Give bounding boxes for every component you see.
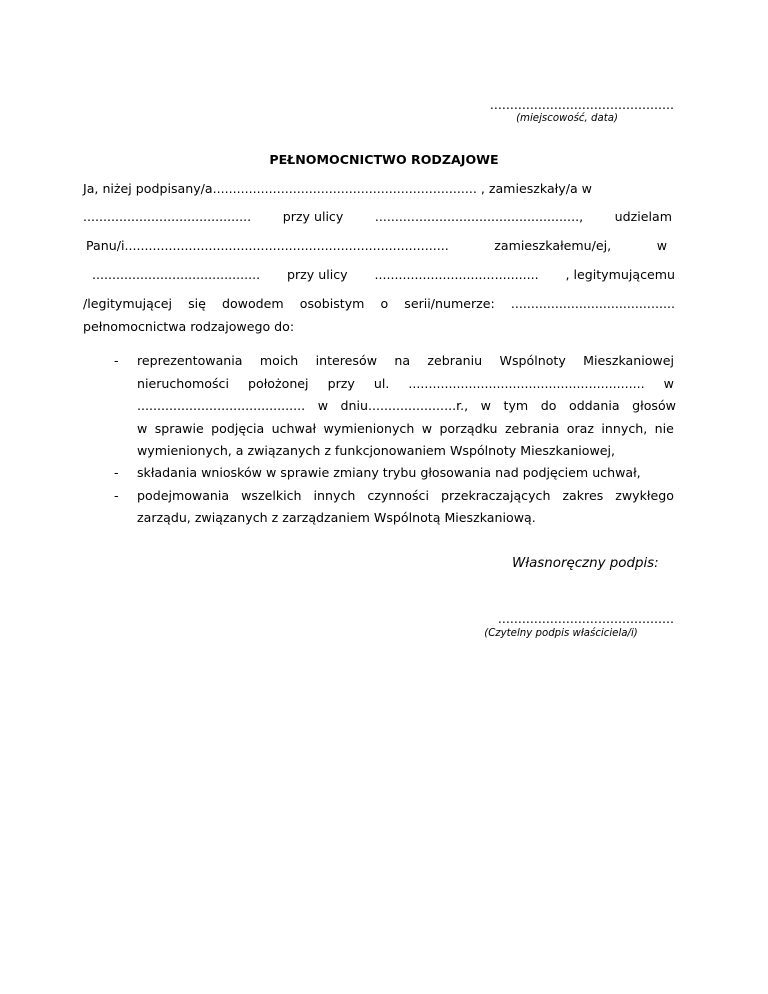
signature-field: ............................................ <box>497 611 674 626</box>
intro-line-3-c: w <box>656 238 667 253</box>
list-item-1-line-3-word: .......................................... <box>137 398 306 413</box>
list-item-1-line-3-word: oddania <box>568 398 620 413</box>
intro-line-5-f: serii/numerze: <box>404 296 495 311</box>
list-item-1-line-1 <box>137 353 674 369</box>
list-item-1-line-4-word: zebrania <box>504 421 560 436</box>
intro-line-2-a: .......................................... <box>83 209 252 224</box>
place-date-caption: (miejscowość, data) <box>516 113 618 124</box>
intro-line-4-a: .......................................... <box>92 267 261 282</box>
list-item-1-line-3-word: w <box>480 398 491 413</box>
intro-line-5-e: o <box>380 296 389 311</box>
list-item-1-line-3-word: głosów <box>632 398 676 413</box>
list-item-1-line-1-word: zebraniu <box>427 353 483 368</box>
list-item-3-line-1-word: czynności <box>367 488 429 503</box>
intro-line-3 <box>86 238 667 254</box>
list-item-2: składania wniosków w sprawie zmiany trybu głosowania nad podjęciem uchwał, <box>137 465 641 480</box>
list-item-1-line-4-word: nie <box>654 421 674 436</box>
list-item-1-line-1-word: na <box>394 353 411 368</box>
list-item-1-line-4-word: w <box>137 421 148 436</box>
list-item-1-line-2-word: ul. <box>373 376 390 391</box>
intro-line-1: Ja, niżej podpisany/a.................................................................. , zamieszkały/a w <box>83 181 592 196</box>
intro-line-5-b: się <box>188 296 206 311</box>
list-item-1-line-3 <box>137 398 676 414</box>
list-item-1-line-4-word: uchwał <box>271 421 317 436</box>
list-item-1-line-4-word: w <box>421 421 433 436</box>
list-item-1-line-3-word: do <box>540 398 557 413</box>
list-item-1-line-1-word: Wspólnoty <box>499 353 566 368</box>
list-item-1-line-4-word: sprawie <box>154 421 204 436</box>
list-bullet-1: - <box>114 353 119 368</box>
list-item-1-line-2-word: nieruchomości <box>137 376 229 391</box>
intro-line-3-b: zamieszkałemu/ej, <box>494 238 612 253</box>
signature-caption: (Czytelny podpis właściciela/i) <box>484 628 638 639</box>
list-item-3-line-1-word: wszelkich <box>241 488 302 503</box>
list-item-1-line-3-word: w <box>317 398 328 413</box>
list-item-3-line-1-word: innych <box>313 488 356 503</box>
intro-line-2 <box>83 209 672 225</box>
list-item-3-line-2: zarządu, związanych z zarządzaniem Wspólnotą Mieszkaniową. <box>137 510 536 525</box>
intro-line-2-d: udzielam <box>614 209 672 224</box>
list-item-3-line-1-word: podejmowania <box>137 488 230 503</box>
list-item-1-line-4-word: innych, <box>601 421 648 436</box>
list-item-3-line-1 <box>137 488 674 504</box>
intro-line-2-c: ..................................................., <box>374 209 584 224</box>
place-date-field: .............................................. <box>489 97 674 112</box>
signature-label: Własnoręczny podpis: <box>512 556 659 571</box>
list-item-3-line-1-word: zakres <box>562 488 604 503</box>
list-item-1-line-4-word: oraz <box>566 421 595 436</box>
intro-line-2-b: przy ulicy <box>282 209 344 224</box>
list-item-1-line-4-word: porządku <box>439 421 498 436</box>
list-item-1-line-2-word: przy <box>327 376 355 391</box>
list-item-1-line-1-word: Mieszkaniowej <box>583 353 674 368</box>
list-item-1-line-3-word: tym <box>503 398 529 413</box>
intro-line-5-a: /legitymującej <box>83 296 173 311</box>
list-item-3-line-1-word: przekraczających <box>440 488 551 503</box>
intro-line-4-c: ......................................... <box>374 267 539 282</box>
list-item-1-line-2-word: położonej <box>248 376 309 391</box>
intro-line-4-d: , legitymującemu <box>565 267 675 282</box>
list-item-1-line-2 <box>137 376 674 392</box>
list-item-3-line-1-word: zwykłego <box>615 488 674 503</box>
document-title: PEŁNOMOCNICTWO RODZAJOWE <box>269 152 499 167</box>
list-item-1-line-1-word: moich <box>259 353 299 368</box>
intro-line-6: pełnomocnictwa rodzajowego do: <box>83 319 295 334</box>
list-item-1-line-4 <box>137 421 674 437</box>
intro-line-5 <box>83 296 675 312</box>
list-item-1-line-4-word: wymienionych <box>323 421 415 436</box>
list-item-1-line-2-word: w <box>663 376 674 391</box>
list-item-1-line-5: wymienionych, a związanych z funkcjonowaniem Wspólnoty Mieszkaniowej, <box>137 443 616 458</box>
intro-line-4 <box>92 267 675 283</box>
intro-line-4-b: przy ulicy <box>287 267 348 282</box>
intro-line-5-g: ......................................... <box>510 296 675 311</box>
list-item-1-line-3-word: dniu......................r., <box>340 398 469 413</box>
intro-line-5-c: dowodem <box>221 296 284 311</box>
intro-line-3-a: Panu/i................................................................................. <box>86 238 449 253</box>
list-item-1-line-2-word: ........................................................... <box>408 376 645 391</box>
list-bullet-3: - <box>114 488 119 503</box>
list-item-1-line-1-word: interesów <box>315 353 377 368</box>
list-bullet-2: - <box>114 465 119 480</box>
list-item-1-line-4-word: podjęcia <box>211 421 265 436</box>
list-item-1-line-1-word: reprezentowania <box>137 353 243 368</box>
intro-line-5-d: osobistym <box>299 296 365 311</box>
